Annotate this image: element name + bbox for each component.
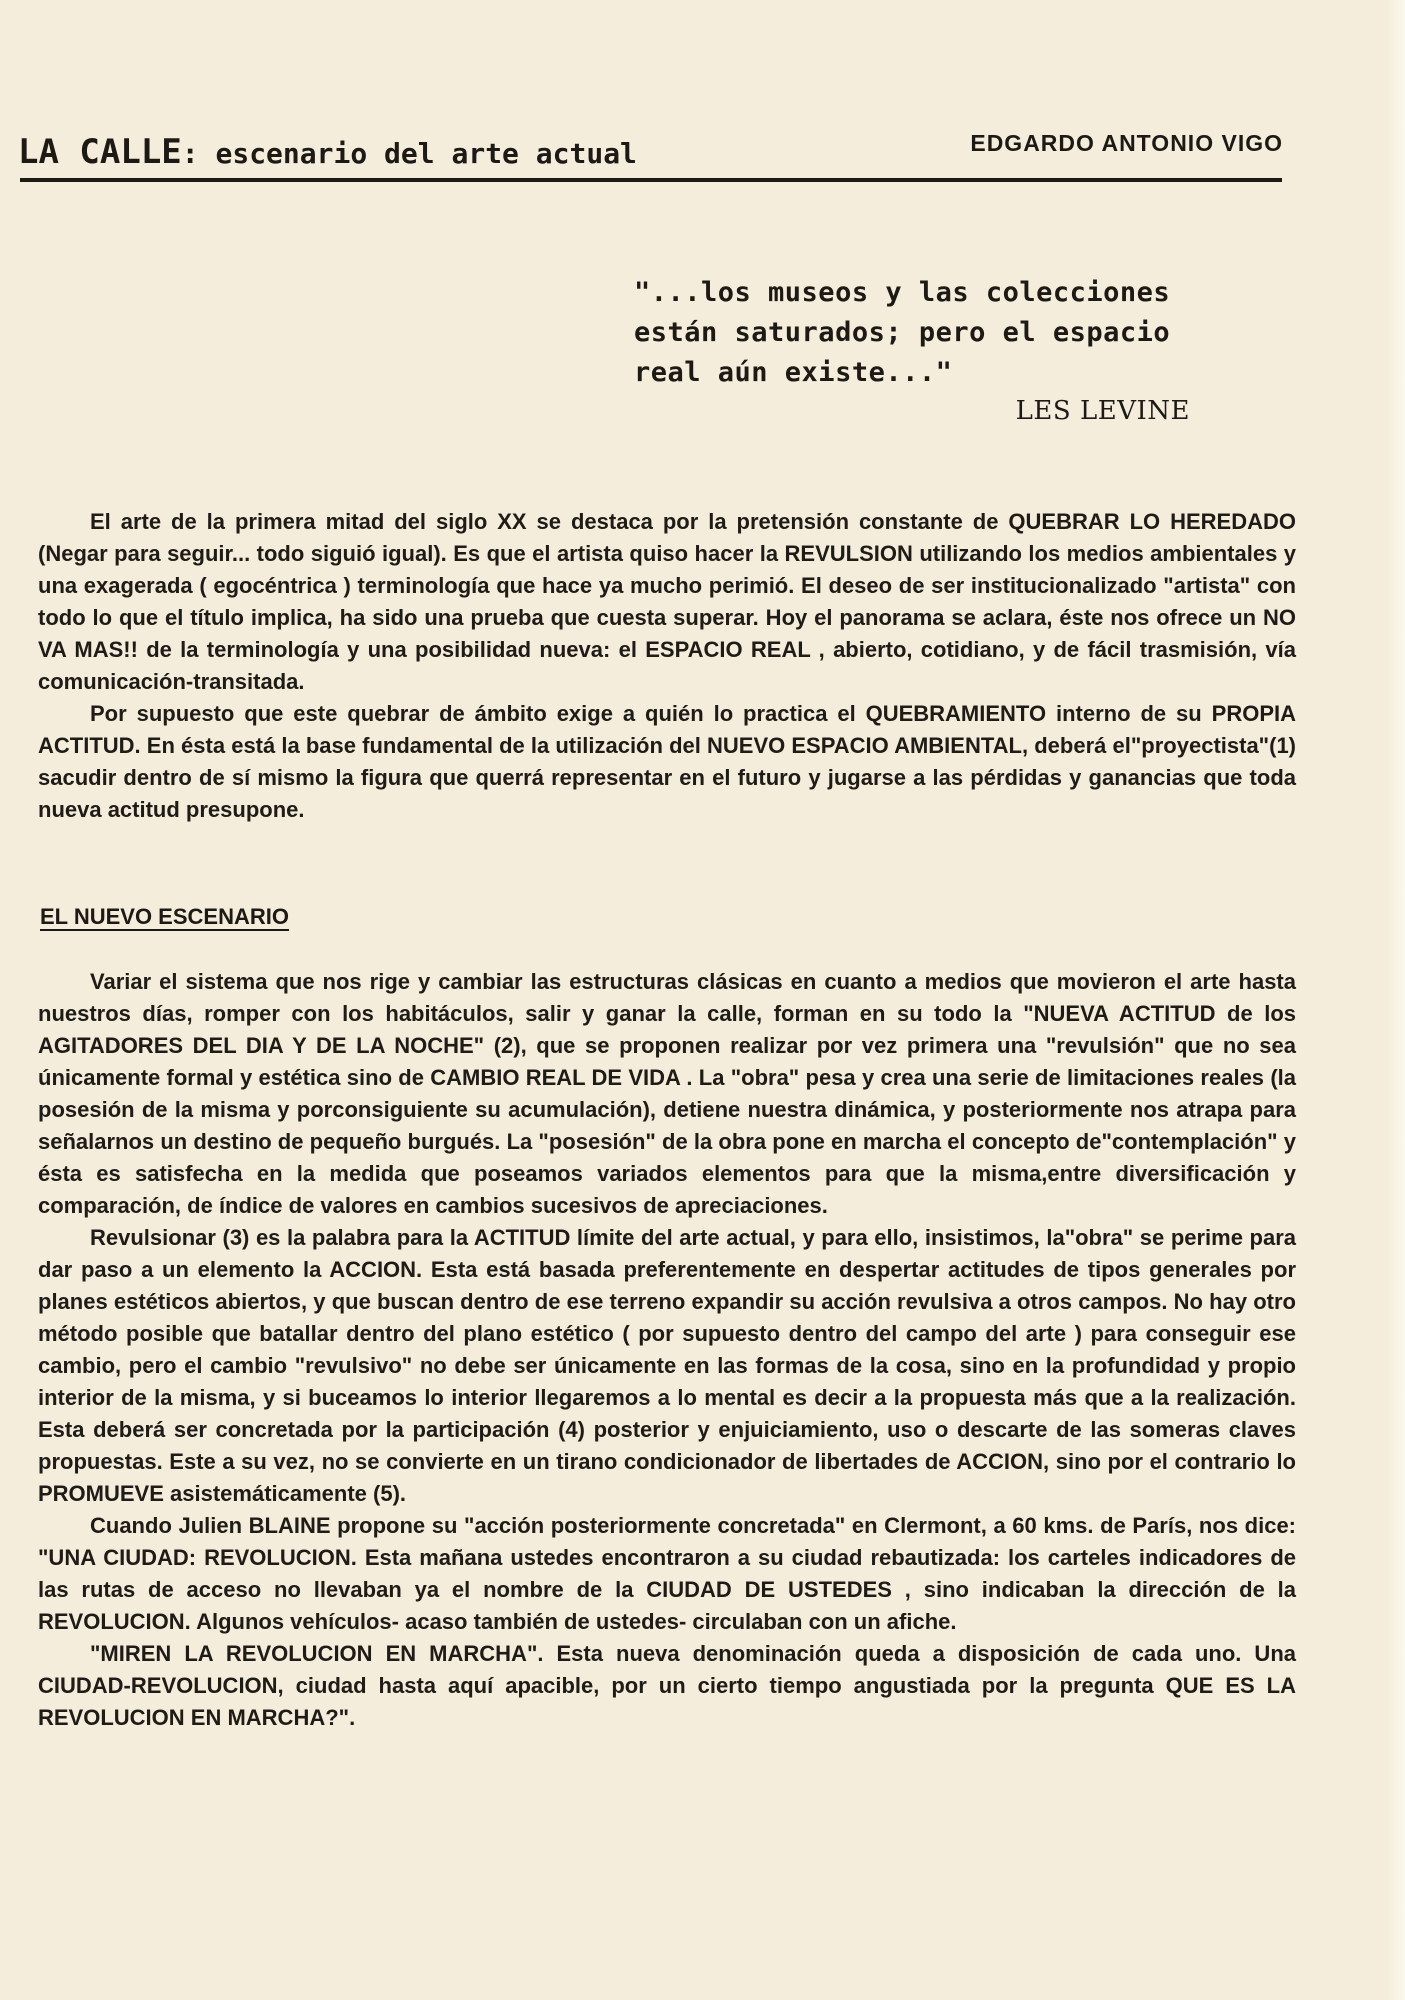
section-paragraph: Variar el sistema que nos rige y cambiar las estructuras clásicas en cuanto a medios que movieron el arte hasta nuestros días, romper con los habitáculos, salir y ganar la calle, forman en su todo la "NUEVA ACTITUD de los AGITADORES DEL DIA Y DE LA NOCHE" (2), que se proponen realizar por vez primera una "revulsión" que no sea únicamente formal y estética sino de CAMBIO REAL DE VIDA . La "obra" pesa y crea una serie de limitaciones reales (la posesión de la misma y porconsiguiente su acumulación), detiene nuestra dinámica, y posteriormente nos atrapa para señalarnos un destino de pequeño burgués. La "posesión" de la obra pone en marcha el concepto de"contemplación" y ésta es satisfecha en la medida que poseamos variados elementos para que la misma,entre diversificación y comparación, de índice de valores en cambios sucesivos de apreciaciones. bbox=[38, 969, 1296, 1218]
title-main: LA CALLE bbox=[18, 132, 182, 172]
section-heading: EL NUEVO ESCENARIO bbox=[40, 904, 289, 929]
paper-edge bbox=[1387, 0, 1405, 2000]
header-divider bbox=[20, 178, 1282, 182]
epigraph-author: LES LEVINE bbox=[1015, 396, 1190, 426]
title-subtitle: : escenario del arte actual bbox=[181, 137, 637, 170]
article-title bbox=[18, 132, 637, 172]
intro-paragraph: El arte de la primera mitad del siglo XX se destaca por la pretensión constante de QUEBRAR LO HEREDADO (Negar para seguir... todo siguió igual). Es que el artista quiso hacer la REVULSION utilizando los medios ambientales y una exagerada ( egocéntrica ) terminología que hace ya mucho perimió. El deseo de ser institucionalizado "artista" con todo lo que el título implica, ha sido una prueba que cuesta superar. Hoy el panorama se aclara, éste nos ofrece un NO VA MAS!! de la terminología y una posibilidad nueva: el ESPACIO REAL , abierto, cotidiano, y de fácil trasmisión, vía comunicación-transitada. bbox=[38, 509, 1296, 694]
intro-text bbox=[38, 506, 1296, 826]
section-paragraph: Cuando Julien BLAINE propone su "acción posteriormente concretada" en Clermont, a 60 kms. de París, nos dice: "UNA CIUDAD: REVOLUCION. Esta mañana ustedes encontraron a su ciudad rebautizada: los carteles indicadores de las rutas de acceso no llevaban ya el nombre de la CIUDAD DE USTEDES , sino indicaban la dirección de la REVOLUCION. Algunos vehículos- acaso también de ustedes- circulaban con un afiche. bbox=[38, 1513, 1296, 1634]
epigraph-line: real aún existe..." bbox=[634, 357, 953, 388]
article-author: EDGARDO ANTONIO VIGO bbox=[970, 130, 1283, 156]
intro-paragraph: Por supuesto que este quebrar de ámbito exige a quién lo practica el QUEBRAMIENTO interno de su PROPIA ACTITUD. En ésta está la base fundamental de la utilización del NUEVO ESPACIO AMBIENTAL, deberá el"proyectista"(1) sacudir dentro de sí mismo la figura que querrá representar en el futuro y jugarse a las pérdidas y ganancias que toda nueva actitud presupone. bbox=[38, 701, 1296, 822]
epigraph-line: "...los museos y las colecciones bbox=[634, 277, 1171, 308]
epigraph bbox=[634, 273, 1274, 431]
section-text bbox=[38, 966, 1296, 1734]
section-paragraph: Revulsionar (3) es la palabra para la ACTITUD límite del arte actual, y para ello, insistimos, la"obra" se perime para dar paso a un elemento la ACCION. Esta está basada preferentemente en despertar actitudes de tipos generales por planes estéticos abiertos, y que buscan dentro de ese terreno expandir su acción revulsiva a otros campos. No hay otro método posible que batallar dentro del plano estético ( por supuesto dentro del campo del arte ) para conseguir ese cambio, pero el cambio "revulsivo" no debe ser únicamente en las formas de la cosa, sino en la profundidad y propio interior de la misma, y si buceamos lo interior llegaremos a lo mental es decir a la propuesta más que a la realización. Esta deberá ser concretada por la participación (4) posterior y enjuiciamiento, uso o descarte de las someras claves propuestas. Este a su vez, no se convierte en un tirano condicionador de libertades de ACCION, sino por el contrario lo PROMUEVE asistemáticamente (5). bbox=[38, 1225, 1296, 1506]
epigraph-line: están saturados; pero el espacio bbox=[634, 317, 1171, 348]
section-paragraph: "MIREN LA REVOLUCION EN MARCHA". Esta nueva denominación queda a disposición de cada uno. Una CIUDAD-REVOLUCION, ciudad hasta aquí apacible, por un cierto tiempo angustiada por la pregunta QUE ES LA REVOLUCION EN MARCHA?". bbox=[38, 1641, 1296, 1730]
